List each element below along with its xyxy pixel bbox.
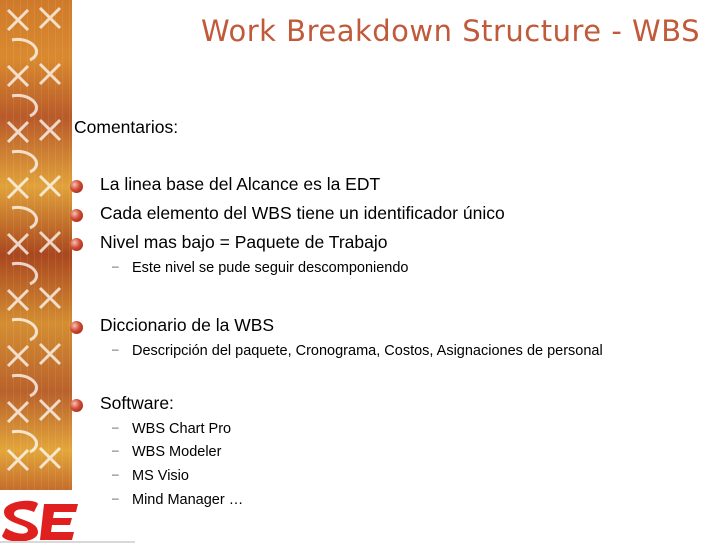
slide-title: Work Breakdown Structure - WBS	[201, 14, 700, 48]
dash-marker: –	[112, 467, 119, 481]
dash-marker: –	[112, 420, 119, 434]
bullet-text: Diccionario de la WBS	[100, 315, 275, 335]
round-red-bullet-icon	[70, 180, 83, 193]
section-label: Comentarios:	[74, 117, 179, 137]
bullet-text: La linea base del Alcance es la EDT	[100, 174, 381, 194]
dash-marker: –	[112, 443, 119, 457]
sub-bullet-text: Este nivel se pude seguir descomponiendo	[132, 260, 409, 276]
bullet-text: Cada elemento del WBS tiene un identificador único	[100, 203, 505, 223]
sub-bullet-text: WBS Chart Pro	[132, 421, 232, 437]
dash-marker: –	[112, 342, 119, 356]
bullet-text: Nivel mas bajo = Paquete de Trabajo	[100, 232, 388, 252]
round-red-bullet-icon	[70, 321, 83, 334]
sub-bullet-text: Mind Manager …	[132, 492, 244, 508]
logo-divider	[0, 541, 135, 543]
sub-bullet-text: MS Visio	[132, 468, 189, 484]
bullet-text: Software:	[100, 393, 174, 413]
se-logo	[0, 490, 80, 546]
side-strip-pattern	[0, 0, 72, 490]
sub-bullet-text: Descripción del paquete, Cronograma, Costos, Asignaciones de personal	[132, 343, 603, 359]
round-red-bullet-icon	[70, 209, 83, 222]
round-red-bullet-icon	[70, 399, 83, 412]
dash-marker: –	[112, 259, 119, 273]
sub-bullet-text: WBS Modeler	[132, 444, 222, 460]
dash-marker: –	[112, 491, 119, 505]
round-red-bullet-icon	[70, 238, 83, 251]
